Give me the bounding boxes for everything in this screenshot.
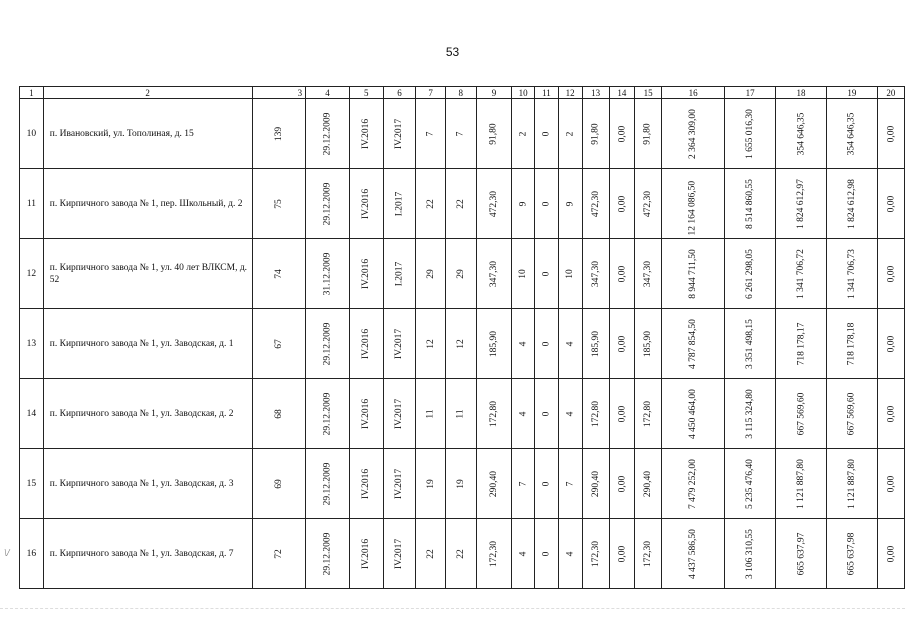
cell-9: 290,40 <box>476 449 511 519</box>
cell-4: 29.12.2009 <box>306 449 350 519</box>
cell-3: 68 <box>252 379 306 449</box>
table-row <box>20 239 905 309</box>
cell-8: 19 <box>445 449 476 519</box>
address-cell: п. Кирпичного завода № 1, ул. Заводская, д. 1 <box>43 309 252 379</box>
cell-9: 347,30 <box>476 239 511 309</box>
cell-18: 667 569,60 <box>776 379 827 449</box>
cell-7: 22 <box>416 519 445 589</box>
cell-12: 7 <box>558 449 582 519</box>
cell-17: 3 115 324,80 <box>725 379 776 449</box>
cell-15: 347,30 <box>635 239 662 309</box>
cell-11: 0 <box>535 449 559 519</box>
header-cell: 7 <box>416 87 445 99</box>
cell-17: 5 235 476,40 <box>725 449 776 519</box>
cell-17: 3 106 310,55 <box>725 519 776 589</box>
cell-19: 665 637,98 <box>826 519 877 589</box>
cell-19: 667 569,60 <box>826 379 877 449</box>
cell-12: 4 <box>558 379 582 449</box>
cell-15: 290,40 <box>635 449 662 519</box>
address-cell: п. Ивановский, ул. Тополиная, д. 15 <box>43 99 252 169</box>
cell-8: 11 <box>445 379 476 449</box>
cell-4: 29.12.2009 <box>306 169 350 239</box>
cell-10: 9 <box>512 169 535 239</box>
address-cell: п. Кирпичного завода № 1, пер. Школьный, д. 2 <box>43 169 252 239</box>
cell-7: 22 <box>416 169 445 239</box>
cell-18: 1 341 706,72 <box>776 239 827 309</box>
header-cell: 11 <box>535 87 559 99</box>
cell-18: 665 637,97 <box>776 519 827 589</box>
address-cell: п. Кирпичного завода № 1, ул. 40 лет ВЛКСМ, д. 52 <box>43 239 252 309</box>
cell-14: 0,00 <box>609 309 634 379</box>
cell-4: 29.12.2009 <box>306 519 350 589</box>
header-cell: 19 <box>826 87 877 99</box>
address-cell: п. Кирпичного завода № 1, ул. Заводская, д. 2 <box>43 379 252 449</box>
cell-20: 0,00 <box>877 449 904 519</box>
cell-10: 4 <box>512 519 535 589</box>
cell-10: 4 <box>512 309 535 379</box>
cell-4: 31.12.2009 <box>306 239 350 309</box>
cell-3: 67 <box>252 309 306 379</box>
cell-7: 7 <box>416 99 445 169</box>
cell-9: 472,30 <box>476 169 511 239</box>
cell-14: 0,00 <box>609 519 634 589</box>
cell-17: 3 351 498,15 <box>725 309 776 379</box>
cell-9: 185,90 <box>476 309 511 379</box>
cell-8: 22 <box>445 519 476 589</box>
cell-10: 2 <box>512 99 535 169</box>
header-cell: 14 <box>609 87 634 99</box>
cell-5: IV.2016 <box>349 449 383 519</box>
cell-13: 347,30 <box>582 239 609 309</box>
cell-17: 1 655 016,30 <box>725 99 776 169</box>
cell-3: 75 <box>252 169 306 239</box>
cell-20: 0,00 <box>877 169 904 239</box>
cell-4: 29.12.2009 <box>306 379 350 449</box>
scan-line <box>0 608 905 610</box>
cell-12: 9 <box>558 169 582 239</box>
cell-10: 10 <box>512 239 535 309</box>
cell-19: 1 341 706,73 <box>826 239 877 309</box>
header-cell: 2 <box>43 87 252 99</box>
table-row <box>20 379 905 449</box>
margin-mark: \/ <box>4 548 10 559</box>
cell-18: 1 824 612,97 <box>776 169 827 239</box>
header-cell: 17 <box>725 87 776 99</box>
cell-12: 2 <box>558 99 582 169</box>
cell-18: 354 646,35 <box>776 99 827 169</box>
header-cell: 20 <box>877 87 904 99</box>
cell-14: 0,00 <box>609 99 634 169</box>
row-number: 16 <box>20 519 44 589</box>
cell-13: 472,30 <box>582 169 609 239</box>
cell-6: IV.2017 <box>383 449 416 519</box>
cell-16: 4 450 464,00 <box>662 379 725 449</box>
cell-12: 10 <box>558 239 582 309</box>
address-cell: п. Кирпичного завода № 1, ул. Заводская, д. 3 <box>43 449 252 519</box>
cell-3: 69 <box>252 449 306 519</box>
cell-16: 4 437 586,50 <box>662 519 725 589</box>
cell-9: 91,80 <box>476 99 511 169</box>
cell-11: 0 <box>535 379 559 449</box>
cell-16: 2 364 309,00 <box>662 99 725 169</box>
cell-6: IV.2017 <box>383 99 416 169</box>
cell-20: 0,00 <box>877 379 904 449</box>
cell-8: 22 <box>445 169 476 239</box>
address-cell: п. Кирпичного завода № 1, ул. Заводская, д. 7 <box>43 519 252 589</box>
page-number: 53 <box>445 45 460 59</box>
cell-11: 0 <box>535 239 559 309</box>
cell-15: 91,80 <box>635 99 662 169</box>
header-cell: 5 <box>349 87 383 99</box>
cell-16: 12 164 086,50 <box>662 169 725 239</box>
header-cell: 1 <box>20 87 44 99</box>
cell-5: IV.2016 <box>349 169 383 239</box>
cell-6: IV.2017 <box>383 379 416 449</box>
cell-15: 185,90 <box>635 309 662 379</box>
cell-11: 0 <box>535 169 559 239</box>
cell-13: 290,40 <box>582 449 609 519</box>
cell-9: 172,30 <box>476 519 511 589</box>
cell-11: 0 <box>535 99 559 169</box>
cell-18: 1 121 887,80 <box>776 449 827 519</box>
cell-16: 8 944 711,50 <box>662 239 725 309</box>
cell-8: 7 <box>445 99 476 169</box>
cell-13: 172,30 <box>582 519 609 589</box>
cell-15: 172,30 <box>635 519 662 589</box>
header-cell: 12 <box>558 87 582 99</box>
cell-9: 172,80 <box>476 379 511 449</box>
cell-16: 4 787 854,50 <box>662 309 725 379</box>
cell-16: 7 479 252,00 <box>662 449 725 519</box>
cell-19: 718 178,18 <box>826 309 877 379</box>
cell-13: 185,90 <box>582 309 609 379</box>
header-cell: 13 <box>582 87 609 99</box>
header-cell: 6 <box>383 87 416 99</box>
cell-7: 19 <box>416 449 445 519</box>
header-cell: 8 <box>445 87 476 99</box>
cell-5: IV.2016 <box>349 519 383 589</box>
data-table <box>19 86 905 589</box>
table-row <box>20 519 905 589</box>
cell-6: I.2017 <box>383 239 416 309</box>
row-number: 13 <box>20 309 44 379</box>
cell-7: 12 <box>416 309 445 379</box>
cell-3: 72 <box>252 519 306 589</box>
cell-17: 6 261 298,05 <box>725 239 776 309</box>
cell-6: I.2017 <box>383 169 416 239</box>
cell-8: 12 <box>445 309 476 379</box>
row-number: 12 <box>20 239 44 309</box>
cell-14: 0,00 <box>609 449 634 519</box>
row-number: 15 <box>20 449 44 519</box>
cell-3: 139 <box>252 99 306 169</box>
cell-10: 4 <box>512 379 535 449</box>
cell-5: IV.2016 <box>349 309 383 379</box>
cell-19: 1 824 612,98 <box>826 169 877 239</box>
cell-20: 0,00 <box>877 309 904 379</box>
cell-7: 11 <box>416 379 445 449</box>
cell-20: 0,00 <box>877 99 904 169</box>
header-cell: 18 <box>776 87 827 99</box>
header-cell: 10 <box>512 87 535 99</box>
cell-12: 4 <box>558 309 582 379</box>
cell-12: 4 <box>558 519 582 589</box>
table-row <box>20 449 905 519</box>
row-number: 14 <box>20 379 44 449</box>
cell-17: 8 514 860,55 <box>725 169 776 239</box>
cell-15: 172,80 <box>635 379 662 449</box>
cell-3: 74 <box>252 239 306 309</box>
table-row <box>20 99 905 169</box>
cell-7: 29 <box>416 239 445 309</box>
row-number: 10 <box>20 99 44 169</box>
cell-8: 29 <box>445 239 476 309</box>
cell-20: 0,00 <box>877 519 904 589</box>
cell-14: 0,00 <box>609 169 634 239</box>
cell-10: 7 <box>512 449 535 519</box>
cell-11: 0 <box>535 519 559 589</box>
cell-14: 0,00 <box>609 379 634 449</box>
cell-6: IV.2017 <box>383 309 416 379</box>
table-row <box>20 309 905 379</box>
cell-14: 0,00 <box>609 239 634 309</box>
cell-15: 472,30 <box>635 169 662 239</box>
header-cell: 16 <box>662 87 725 99</box>
cell-5: IV.2016 <box>349 99 383 169</box>
header-cell: 3 <box>252 87 306 99</box>
header-cell: 4 <box>306 87 350 99</box>
cell-19: 354 646,35 <box>826 99 877 169</box>
cell-5: IV.2016 <box>349 379 383 449</box>
table-row <box>20 169 905 239</box>
cell-11: 0 <box>535 309 559 379</box>
cell-6: IV.2017 <box>383 519 416 589</box>
cell-13: 172,80 <box>582 379 609 449</box>
cell-4: 29.12.2009 <box>306 309 350 379</box>
cell-18: 718 178,17 <box>776 309 827 379</box>
cell-4: 29.12.2009 <box>306 99 350 169</box>
cell-13: 91,80 <box>582 99 609 169</box>
row-number: 11 <box>20 169 44 239</box>
cell-20: 0,00 <box>877 239 904 309</box>
cell-5: IV.2016 <box>349 239 383 309</box>
header-cell: 15 <box>635 87 662 99</box>
header-row <box>20 87 905 99</box>
cell-19: 1 121 887,80 <box>826 449 877 519</box>
header-cell: 9 <box>476 87 511 99</box>
